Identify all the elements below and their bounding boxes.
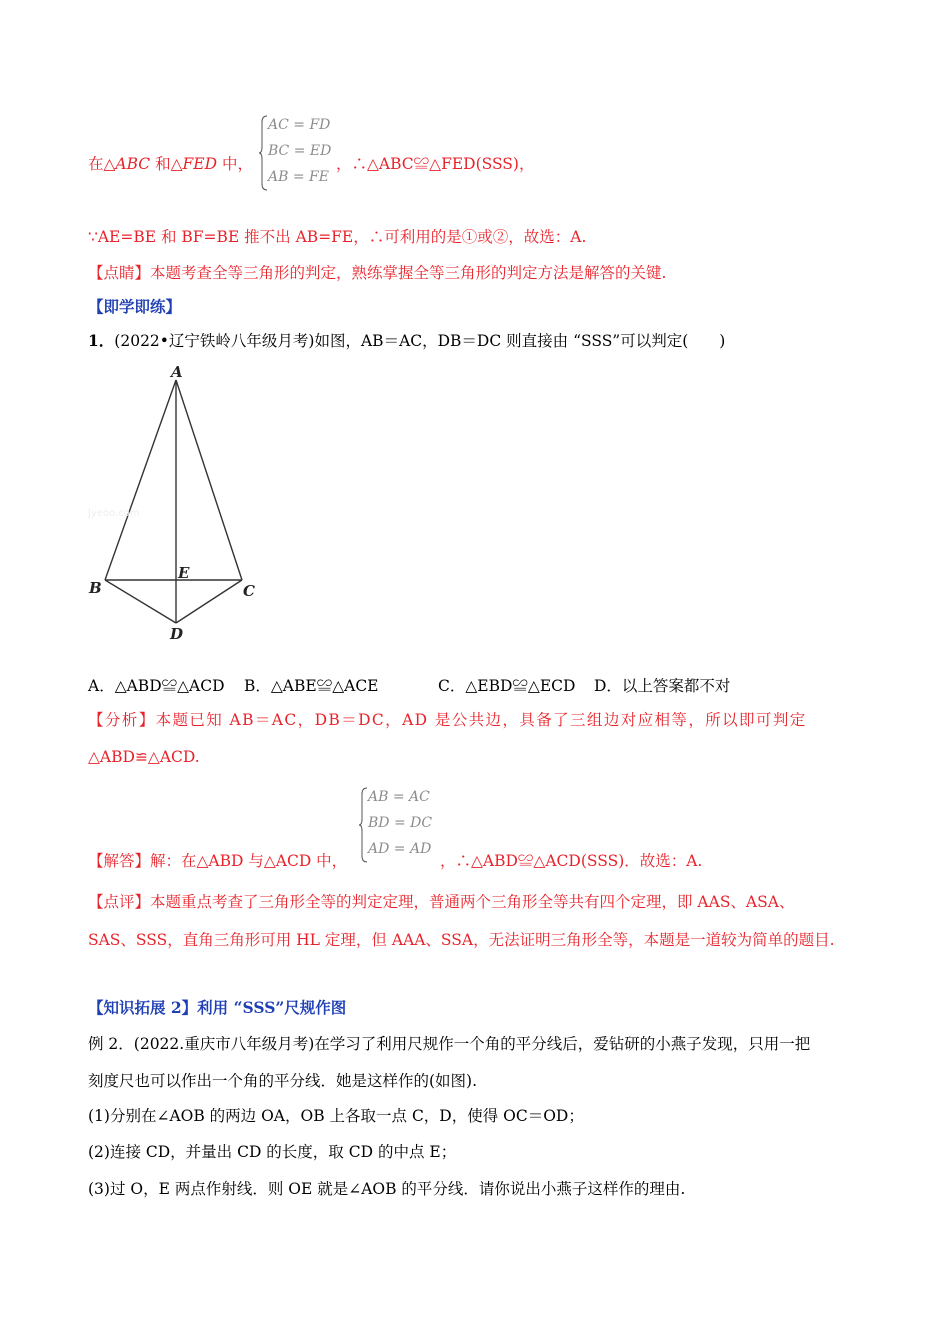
segment-cd [176,580,242,623]
example-2-step-3: (3)过 O，E 两点作射线．则 OE 就是∠AOB 的平分线．请你说出小燕子这样作的理由. [88,1180,686,1198]
congruence-statement-1 [88,154,253,174]
geometry-figure [80,360,280,650]
label-a: A [171,363,183,381]
text-part: 在△ [88,155,116,173]
question-1 [88,331,725,351]
solution-conclusion: ，∴△ABD≌△ACD(SSS)．故选：A. [440,852,703,870]
brace-icon [358,786,368,864]
text-part: 和△ [150,155,183,173]
solution-prefix: 【解答】解：在△ABD 与△ACD 中， [88,852,348,870]
key-point-line: 【点睛】本题考查全等三角形的判定，熟练掌握全等三角形的判定方法是解答的关键. [88,264,667,282]
comment-line-1: 【点评】本题重点考查了三角形全等的判定定理，普通两个三角形全等共有四个定理，即 AAS、ASA、 [88,893,795,911]
example-2-line-1: 例 2．(2022.重庆市八年级月考)在学习了利用尺规作一个角的平分线后，爱钻研的小燕子发现，只用一把 [88,1035,811,1053]
extension-heading: 【知识拓展 2】利用 “SSS”尺规作图 [88,998,347,1017]
label-d: D [170,625,184,643]
congruence-conclusion-1: ，∴△ABC≌△FED(SSS)， [336,155,535,173]
text-part: 中， [217,155,253,173]
practice-heading: 【即学即练】 [88,297,182,316]
equation-row: AB = AC [368,789,430,805]
equation-row: AC = FD [268,117,331,133]
question-text: (2022•辽宁铁岭八年级月考)如图，AB＝AC，DB＝DC 则直接由 “SSS”可以判定( ) [114,332,726,350]
segment-ac [176,380,242,580]
equation-system-1 [258,114,348,192]
question-number: 1． [88,331,115,350]
label-c: C [243,582,255,600]
triangle-fed: FED [182,155,218,173]
option-a: A．△ABD≌△ACD [88,677,225,695]
option-c: C．△EBD≌△ECD [438,677,576,695]
equation-system-2 [358,786,448,864]
option-b: B．△ABE≌△ACE [244,677,379,695]
example-2-line-2: 刻度尺也可以作出一个角的平分线．她是这样作的(如图). [88,1072,478,1090]
brace-icon [258,114,268,192]
equation-row: BD = DC [368,815,433,831]
equation-row: BC = ED [268,143,332,159]
label-b: B [89,579,102,597]
analysis-line-2: △ABD≌△ACD. [88,748,200,766]
example-2-step-1: (1)分别在∠AOB 的两边 OA，OB 上各取一点 C，D，使得 OC＝OD； [88,1107,584,1125]
segment-bd [105,580,176,623]
option-d: D．以上答案都不对 [594,677,731,695]
equation-row: AD = AD [368,841,432,857]
watermark: Jyeoo.com [88,508,140,519]
label-e: E [178,564,190,582]
comment-line-2: SAS、SSS，直角三角形可用 HL 定理，但 AAA、SSA，无法证明三角形全等，本题是一道较为简单的题目. [88,931,835,949]
analysis-line-1: 【分析】本题已知 AB＝AC，DB＝DC，AD 是公共边，具备了三组边对应相等，所以即可判定 [88,711,807,729]
triangle-abc: ABC [115,155,151,173]
reasoning-line: ∵AE=BE 和 BF=BE 推不出 AB=FE，∴可利用的是①或②，故选：A. [88,228,587,246]
segment-ab [105,380,176,580]
equation-row: AB = FE [268,169,329,185]
example-2-step-2: (2)连接 CD，并量出 CD 的长度，取 CD 的中点 E； [88,1143,457,1161]
